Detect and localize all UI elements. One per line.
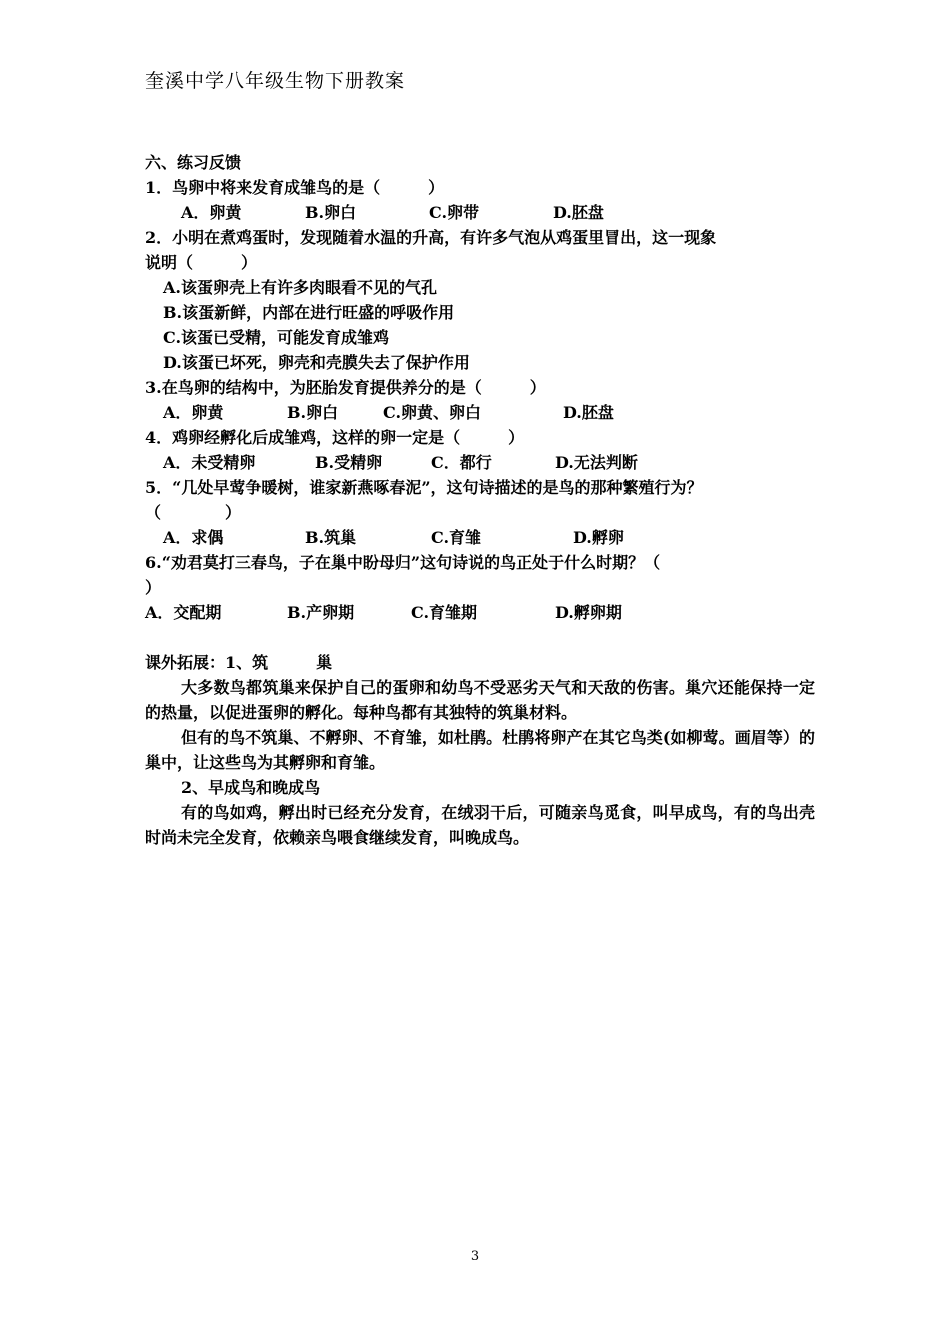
option-c: C.育雏: [431, 528, 482, 547]
question-stem: 3.在鸟卵的结构中，为胚胎发育提供养分的是（ ）: [145, 378, 546, 397]
extension-section: [145, 650, 815, 850]
question-stem-continued: 说明（ ）: [145, 253, 258, 272]
option-d: D.该蛋已坏死，卵壳和壳膜失去了保护作用: [163, 353, 470, 372]
question-stem: 1．鸟卵中将来发育成雏鸟的是（ ）: [145, 178, 445, 197]
question-stem: 6.“劝君莫打三春鸟，子在巢中盼母归”这句诗说的鸟正处于什么时期？（: [145, 553, 661, 572]
page-header: 奎溪中学八年级生物下册教案: [145, 70, 406, 92]
option-d: D.无法判断: [555, 453, 638, 472]
option-c: C.卵黄、卵白: [383, 403, 482, 422]
option-b: B.筑巢: [305, 528, 357, 547]
question-4: [145, 425, 815, 475]
option-b: B.产卵期: [287, 603, 355, 622]
question-options: [145, 200, 815, 225]
extension-paragraph: 大多数鸟都筑巢来保护自己的蛋卵和幼鸟不受恶劣天气和天敌的伤害。巢穴还能保持一定的热量，以促进蛋卵的孵化。每种鸟都有其独特的筑巢材料。: [145, 678, 815, 722]
question-stem: 4．鸡卵经孵化后成雏鸡，这样的卵一定是（ ）: [145, 428, 525, 447]
section-title: 六、练习反馈: [145, 153, 242, 172]
option-b: B.卵白: [305, 203, 357, 222]
question-options: [145, 450, 815, 475]
question-2: [145, 225, 815, 375]
question-stem: 2．小明在煮鸡蛋时，发现随着水温的升高，有许多气泡从鸡蛋里冒出，这一现象: [145, 228, 717, 247]
spacer: [145, 625, 815, 650]
option-a: A．未受精卵: [163, 453, 256, 472]
option-d: D.孵卵: [573, 528, 624, 547]
question-6: [145, 550, 815, 625]
option-d: D.孵卵期: [555, 603, 622, 622]
option-a: A．卵黄: [181, 203, 242, 222]
question-stem-continued: （ ）: [145, 503, 242, 522]
question-1: [145, 175, 815, 225]
question-stem-continued: ）: [145, 578, 162, 597]
option-c: C.该蛋已受精，可能发育成雏鸡: [163, 328, 390, 347]
option-b: B.该蛋新鲜，内部在进行旺盛的呼吸作用: [163, 303, 455, 322]
option-a: A．交配期: [145, 603, 222, 622]
option-d: D.胚盘: [553, 203, 604, 222]
question-options: [145, 400, 815, 425]
extension-paragraph: 有的鸟如鸡，孵出时已经充分发育，在绒羽干后，可随亲鸟觅食，叫早成鸟，有的鸟出壳时尚未完全发育，依赖亲鸟喂食继续发育，叫晚成鸟。: [145, 803, 815, 847]
question-stem: 5．“几处早莺争暖树，谁家新燕啄春泥”，这句诗描述的是鸟的那种繁殖行为？: [145, 478, 703, 497]
option-c: C.育雏期: [411, 603, 478, 622]
extension-title: 课外拓展：1、筑 巢: [145, 653, 333, 672]
option-b: B.卵白: [287, 403, 339, 422]
option-a: A．卵黄: [163, 403, 224, 422]
question-options: [145, 525, 815, 550]
option-a: A．求偶: [163, 528, 224, 547]
page-number: 3: [470, 1249, 480, 1264]
option-c: C．都行: [431, 453, 492, 472]
main-content: [145, 150, 815, 850]
option-c: C.卵带: [429, 203, 480, 222]
option-d: D.胚盘: [563, 403, 614, 422]
question-5: [145, 475, 815, 550]
question-3: [145, 375, 815, 425]
option-a: A.该蛋卵壳上有许多肉眼看不见的气孔: [163, 278, 437, 297]
extension-subtitle: 2、早成鸟和晚成鸟: [181, 778, 321, 797]
extension-paragraph: 但有的鸟不筑巢、不孵卵、不育雏，如杜鹃。杜鹃将卵产在其它鸟类(如柳莺。画眉等）的巢中，让这些鸟为其孵卵和育雏。: [145, 728, 815, 772]
option-b: B.受精卵: [315, 453, 383, 472]
question-options: [145, 600, 815, 625]
